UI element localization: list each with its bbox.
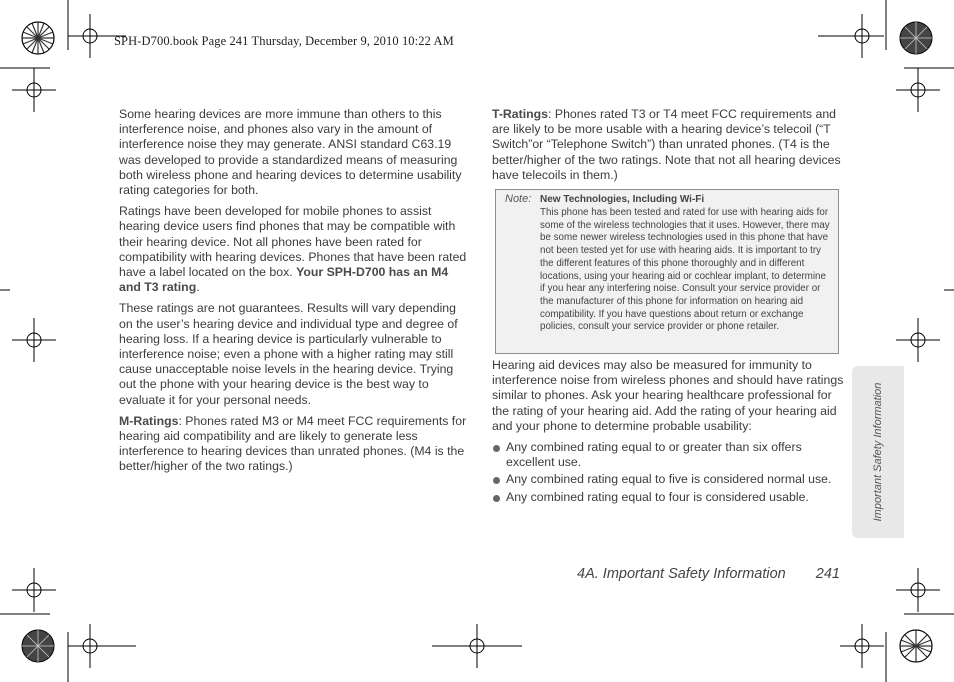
ratings-text: Ratings have been developed for mobile phones to assist hearing device users find phones that may be compatible with their hearing device. Not all phones have been rated for compatibility with hearing devices. Phones that have been rated have a label located on the box. xyxy=(119,204,467,280)
list-item-text: Any combined rating equal to or greater than six offers excellent use. xyxy=(506,440,802,470)
section-side-tab xyxy=(852,366,904,538)
list-item xyxy=(492,472,844,487)
bullet-icon xyxy=(493,495,500,502)
ratings-end: . xyxy=(196,280,200,295)
left-column xyxy=(119,107,469,481)
paragraph-t-ratings xyxy=(492,107,844,183)
paragraph-immunity: Some hearing devices are more immune than others to this interference noise, and phones also vary in the amount of interference noise they may generate. ANSI standard C63.19 was developed to provide a standardized means of measuring both wireless phone and hearing devices to determine usability rating categories for both. xyxy=(119,107,462,198)
starburst-mark-top-left xyxy=(22,22,54,54)
paragraph-hearing-aid: Hearing aid devices may also be measured for immunity to interference noise from wireless phones and should have ratings similar to phones. Ask your hearing healthcare professional for the rating of your hearing aid. Add the rating of your hearing aid and your phone to determine probable usability: xyxy=(492,358,844,433)
side-tab-label: Important Safety Information xyxy=(872,382,884,522)
right-column xyxy=(492,107,844,189)
list-item-text: Any combined rating equal to five is considered normal use. xyxy=(506,472,832,487)
paragraph-m-ratings xyxy=(119,414,469,475)
note-title: New Technologies, Including Wi-Fi xyxy=(540,194,705,205)
starburst-mark-bottom-left xyxy=(22,630,54,662)
paragraph-guarantees: These ratings are not guarantees. Results will vary depending on the user’s hearing device and individual type and degree of hearing loss. If a hearing device is particularly vulnerable to interference noise; even a phone with a higher rating may still cause unacceptable noise levels in the hearing device. Trying out the phone with your hearing device is the best way to evaluate it for your personal needs. xyxy=(119,301,458,407)
page-number: 241 xyxy=(815,566,840,582)
t-ratings-text: : Phones rated T3 or T4 meet FCC requirements and are likely to be more usable with a hearing device’s telecoil (“T Switch”or “Telephone Switch”) than unrated phones. (T4 is the better/higher of the two ratings. Note that not all hearing devices have telecoils in them.) xyxy=(492,107,841,182)
starburst-mark-bottom-right xyxy=(900,630,932,662)
note-label: Note: xyxy=(505,193,532,205)
list-item-text: Any combined rating equal to four is considered usable. xyxy=(506,489,809,504)
running-head: SPH-D700.book Page 241 Thursday, December 9, 2010 10:22 AM xyxy=(114,34,454,48)
t-ratings-term: T-Ratings xyxy=(492,107,549,121)
footer-section: 4A. Important Safety Information xyxy=(577,566,786,582)
m-ratings-term: M-Ratings xyxy=(119,413,179,428)
starburst-mark-top-right xyxy=(900,22,932,54)
m-ratings-text: : Phones rated M3 or M4 meet FCC requirements for hearing aid compatibility and are likely to generate less interference to hearing devices than unrated phones. (M4 is the better/higher of the two ratings.) xyxy=(119,413,467,474)
bullet-icon xyxy=(493,445,500,452)
note-box xyxy=(495,189,839,354)
right-column-lower xyxy=(492,358,844,507)
paragraph-ratings xyxy=(119,204,469,295)
usability-list xyxy=(492,440,844,505)
list-item xyxy=(492,440,844,470)
ratings-bold: Your SPH-D700 has an M4 and T3 rating xyxy=(119,265,449,295)
note-body: This phone has been tested and rated for use with hearing aids for some of the wireless technologies that it uses. However, there may be some newer wireless technologies used in this phone that have not been tested yet for use with hearing aids. It is important to try the different features of this phone thoroughly and in different locations, using your hearing aid or cochlear implant, to determine if you hear any interfering noise. Consult your service provider or the manufacturer of this phone for information on hearing aid compatibility. If you have questions about return or exchange policies, consult your service provider or phone retailer. xyxy=(540,207,830,333)
page-footer xyxy=(577,566,840,582)
bullet-icon xyxy=(493,477,500,484)
list-item xyxy=(492,490,844,505)
